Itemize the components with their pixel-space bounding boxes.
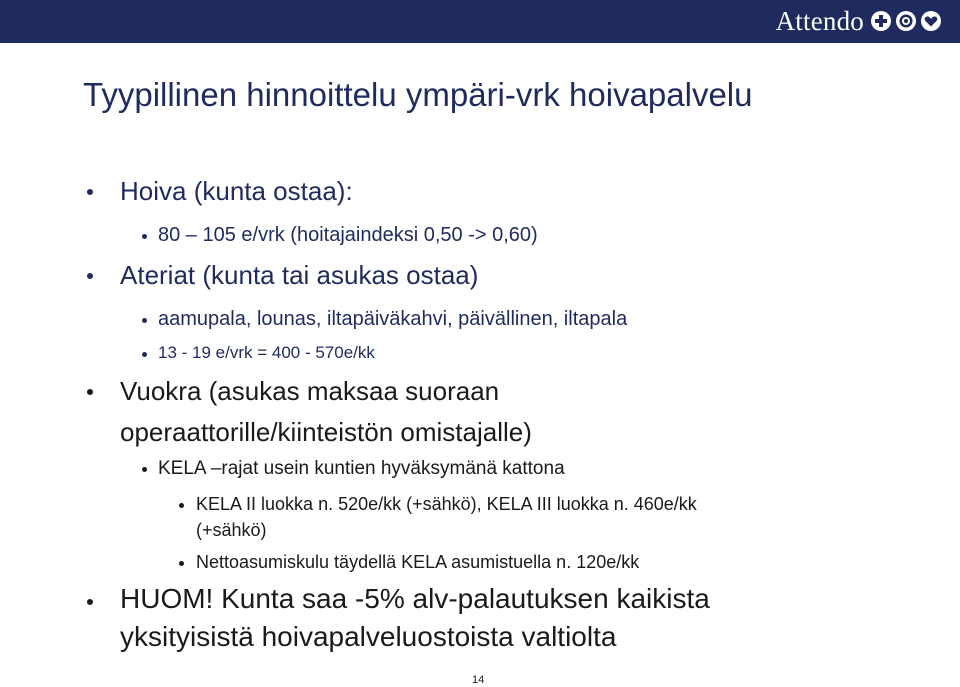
bullet-dot	[179, 503, 184, 508]
plus-circle-icon	[870, 10, 892, 32]
slide-title: Tyypillinen hinnoittelu ympäri-vrk hoivapalvelu	[83, 76, 753, 113]
header-bar	[0, 0, 960, 43]
list-item: KELA –rajat usein kuntien hyväksymänä kattona	[158, 458, 565, 479]
list-item: HUOM! Kunta saa -5% alv-palautuksen kaikista	[120, 583, 710, 614]
bullet-dot	[142, 318, 147, 323]
list-item: Vuokra (asukas maksaa suoraan	[120, 376, 500, 406]
heart-circle-icon	[920, 10, 942, 32]
bullet-dot	[142, 352, 147, 357]
bullet-dot	[142, 234, 147, 239]
list-item: aamupala, lounas, iltapäiväkahvi, päivällinen, iltapala	[158, 308, 628, 330]
bullet-dot	[142, 467, 147, 472]
brand-name: Attendo	[775, 5, 864, 36]
list-item: 13 - 19 e/vrk = 400 - 570e/kk	[158, 343, 375, 362]
list-item-continuation: yksityisistä hoivapalveluostoista valtiolta	[120, 621, 617, 652]
bullet-dot	[87, 389, 93, 395]
bullet-dot	[87, 273, 93, 279]
bullet-dot	[87, 599, 93, 605]
list-item: Hoiva (kunta ostaa):	[120, 176, 353, 206]
bullet-dot	[87, 189, 93, 195]
brand-icons	[870, 10, 942, 32]
list-item-continuation: operaattorille/kiinteistön omistajalle)	[120, 417, 532, 447]
list-item: Ateriat (kunta tai asukas ostaa)	[120, 260, 479, 290]
target-circle-icon	[895, 10, 917, 32]
page-number: 14	[472, 674, 485, 686]
list-item: 80 – 105 e/vrk (hoitajaindeksi 0,50 -> 0,60)	[158, 224, 538, 246]
brand-logo	[776, 2, 942, 40]
list-item: Nettoasumiskulu täydellä KELA asumistuella n. 120e/kk	[196, 552, 640, 572]
list-item: KELA II luokka n. 520e/kk (+sähkö), KELA III luokka n. 460e/kk	[196, 494, 697, 514]
bullet-dot	[179, 561, 184, 566]
list-item-continuation: (+sähkö)	[196, 520, 267, 540]
